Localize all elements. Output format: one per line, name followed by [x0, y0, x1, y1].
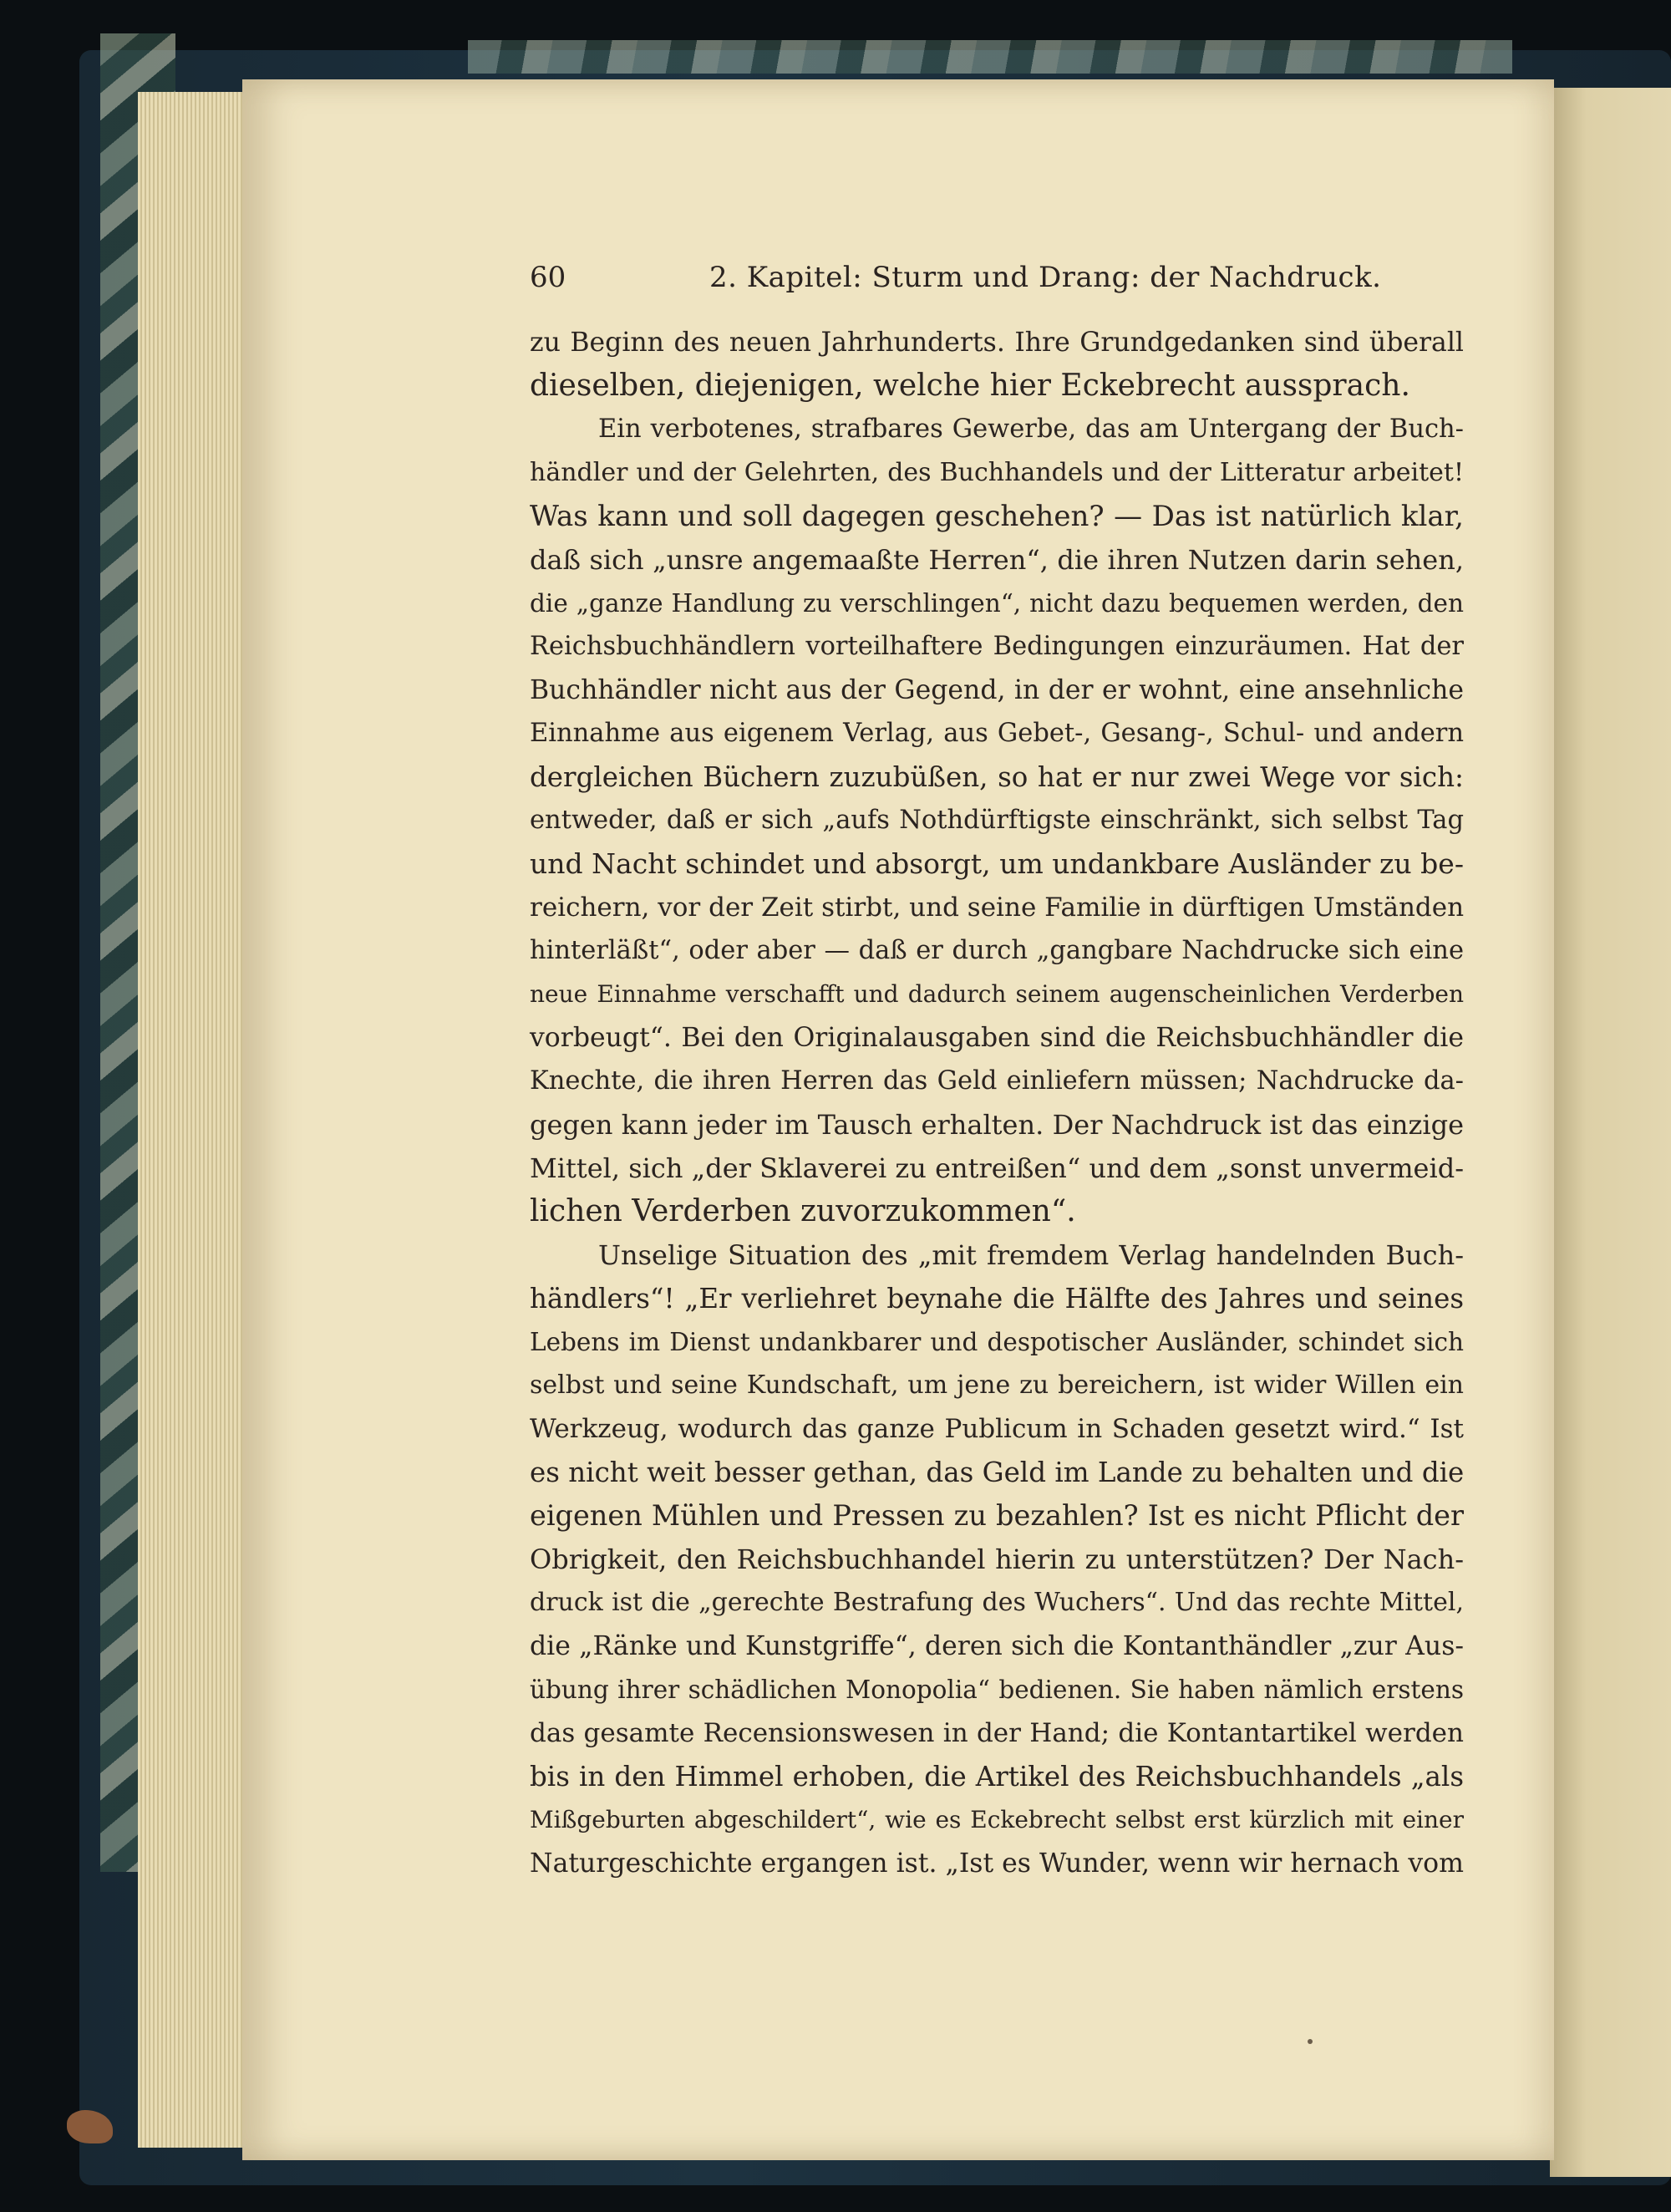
text-line: die „Ränke und Kunstgriffe“, deren sich die Kontanthändler „zur Aus- — [530, 1631, 1464, 1661]
text-line: entweder, daß er sich „aufs Nothdürftigste einschränkt, sich selbst Tag — [530, 806, 1464, 835]
text-line: Reichsbuchhändlern vorteilhaftere Bedingungen einzuräumen. Hat der — [530, 632, 1464, 661]
body-text — [530, 321, 1464, 1885]
text-line: Obrigkeit, den Reichsbuchhandel hierin zu unterstützen? Der Nach- — [530, 1543, 1464, 1575]
text-line: Einnahme aus eigenem Verlag, aus Gebet-, Gesang-, Schul- und andern — [530, 719, 1464, 748]
text-line: zu Beginn des neuen Jahrhunderts. Ihre Grundgedanken sind überall — [530, 328, 1464, 358]
text-line: Ein verbotenes, strafbares Gewerbe, das am Untergang der Buch- — [598, 414, 1464, 444]
paper-speck — [1308, 2039, 1313, 2044]
text-line: das gesamte Recensionswesen in der Hand; die Kontantartikel werden — [530, 1718, 1464, 1748]
text-line: eigenen Mühlen und Pressen zu bezahlen? Ist es nicht Pflicht der — [530, 1499, 1464, 1532]
page-number: 60 — [530, 261, 566, 294]
text-line: lichen Verderben zuvorzukommen“. — [530, 1194, 1076, 1228]
text-line: Werkzeug, wodurch das ganze Publicum in Schaden gesetzt wird.“ Ist — [530, 1414, 1464, 1444]
text-line: übung ihrer schädlichen Monopolia“ bedienen. Sie haben nämlich erstens — [530, 1676, 1464, 1704]
text-line: daß sich „unsre angemaaßte Herren“, die ihren Nutzen darin sehen, — [530, 544, 1464, 576]
text-line: Was kann und soll dagegen geschehen? — Das ist natürlich klar, — [530, 500, 1464, 533]
text-line: druck ist die „gerechte Bestrafung des Wuchers“. Und das rechte Mittel, — [530, 1588, 1464, 1617]
text-line: vorbeugt“. Bei den Originalausgaben sind die Reichsbuchhändler die — [530, 1023, 1464, 1053]
text-line: händler und der Gelehrten, des Buchhandels und der Litteratur arbeitet! — [530, 458, 1464, 487]
text-line: neue Einnahme verschafft und dadurch seinem augenscheinlichen Verderben — [530, 980, 1464, 1008]
running-title: 2. Kapitel: Sturm und Drang: der Nachdruck. — [709, 261, 1382, 294]
text-line: selbst und seine Kundschaft, um jene zu bereichern, ist wider Willen ein — [530, 1370, 1464, 1400]
page-header — [530, 261, 1465, 303]
text-line: Mittel, sich „der Sklaverei zu entreißen“ und dem „sonst unvermeid- — [530, 1152, 1464, 1184]
page-edges — [138, 92, 251, 2148]
text-line: Naturgeschichte ergangen ist. „Ist es Wunder, wenn wir hernach vom — [530, 1848, 1464, 1879]
text-line: es nicht weit besser gethan, das Geld im Lande zu behalten und die — [530, 1457, 1465, 1488]
facing-page-edge — [1550, 88, 1671, 2177]
text-line: Knechte, die ihren Herren das Geld einliefern müssen; Nachdrucke da- — [530, 1066, 1464, 1096]
text-line: Buchhändler nicht aus der Gegend, in der er wohnt, eine ansehnliche — [530, 675, 1464, 705]
text-line: Mißgeburten abgeschildert“, wie es Eckebrecht selbst erst kürzlich mit einer — [530, 1806, 1464, 1833]
text-line: hinterläßt“, oder aber — daß er durch „gangbare Nachdrucke sich eine — [530, 936, 1464, 965]
text-line: die „ganze Handlung zu verschlingen“, nicht dazu bequemen werden, den — [530, 589, 1464, 618]
marbled-endpaper-top — [468, 40, 1512, 74]
text-line: und Nacht schindet und absorgt, um undankbare Ausländer zu be- — [530, 847, 1464, 880]
text-line: händlers“! „Er verliehret beynahe die Hälfte des Jahres und seines — [530, 1283, 1464, 1314]
text-line: Unselige Situation des „mit fremdem Verlag handelnden Buch- — [598, 1239, 1464, 1271]
text-line: dieselben, diejenigen, welche hier Eckebrecht aussprach. — [530, 369, 1410, 403]
text-line: reichern, vor der Zeit stirbt, und seine Familie in dürftigen Umständen — [530, 892, 1465, 923]
text-line: bis in den Himmel erhoben, die Artikel des Reichsbuchhandels „als — [530, 1761, 1464, 1792]
text-line: dergleichen Büchern zuzubüßen, so hat er nur zwei Wege vor sich: — [530, 761, 1464, 793]
text-line: Lebens im Dienst undankbarer und despotischer Ausländer, schindet sich — [530, 1328, 1464, 1356]
text-line: gegen kann jeder im Tausch erhalten. Der Nachdruck ist das einzige — [530, 1109, 1464, 1141]
